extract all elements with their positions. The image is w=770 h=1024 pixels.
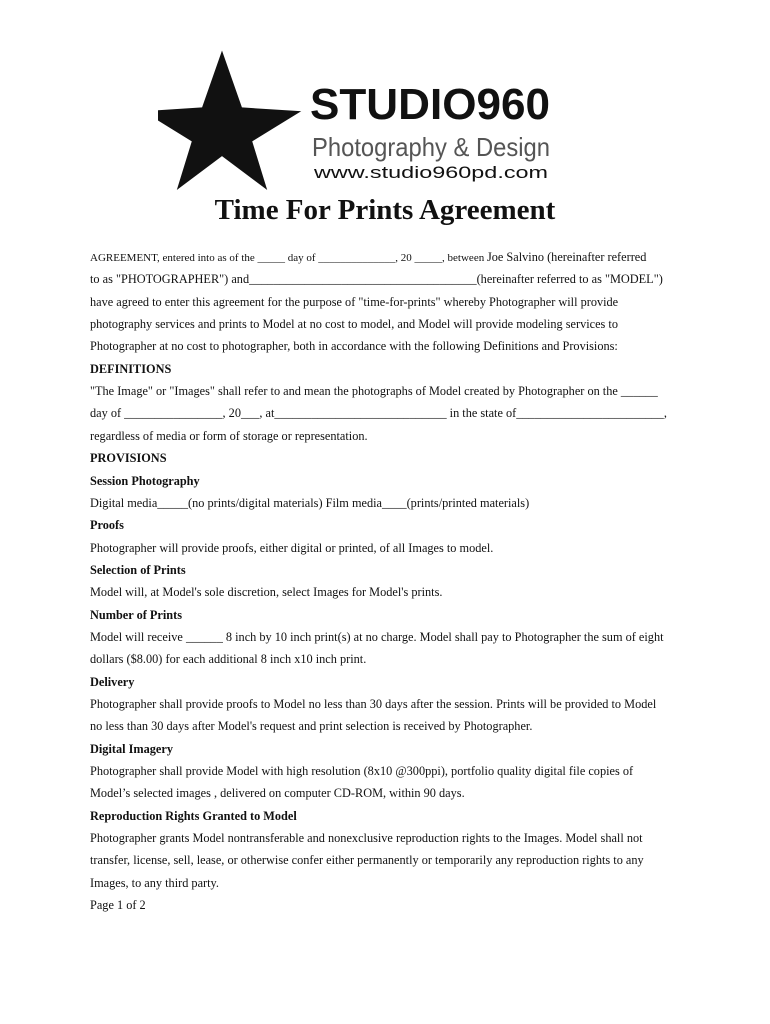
logo-tagline: Photography & Design [312,132,550,162]
section-heading: Delivery [90,674,135,689]
body-line: Page 1 of 2 [90,898,146,913]
body-line: regardless of media or form of storage or representation. [90,428,368,443]
section-heading: Proofs [90,518,124,533]
logo-url: www.studio960pd.com [312,163,548,182]
text-run: Joe Salvino [486,250,544,264]
body-line [90,249,690,266]
body-line: Model will receive ______ 8 inch by 10 inch print(s) at no charge. Model shall pay to Photographer the sum of eight [90,629,664,644]
body-line: no less than 30 days after Model's request and print selection is received by Photographer. [90,719,533,734]
body-line: Photographer grants Model nontransferable and nonexclusive reproduction rights to the Images. Model shall not [90,831,643,846]
section-heading: Selection of Prints [90,562,186,577]
section-heading: PROVISIONS [90,451,167,466]
studio960-logo [158,44,558,194]
section-heading: Reproduction Rights Granted to Model [90,808,297,823]
text-run: ") and_____________________________________(hereinafter referred to as " [219,272,610,287]
text-run: ") [653,272,663,287]
body-line: Model will, at Model's sole discretion, select Images for Model's prints. [90,585,443,600]
section-heading: Number of Prints [90,607,182,622]
section-heading: Digital Imagery [90,741,173,756]
body-line: transfer, license, sell, lease, or otherwise confer either permanently or temporarily any reproduction rights to any [90,853,644,868]
body-line: Images, to any third party. [90,875,219,890]
body-line: Photographer will provide proofs, either digital or printed, of all Images to model. [90,540,494,555]
star-icon [158,46,306,194]
body-line: day of ________________, 20___, at____________________________ in the state of________________________, [90,406,667,421]
bold-term: MODEL [609,272,654,287]
text-run: (hereinafter referred [544,250,647,264]
body-line: Model’s selected images , delivered on computer CD-ROM, within 90 days. [90,786,465,801]
text-run: AGREEMENT, entered into as of the _____ day of ______________, 20 _____, between [90,252,487,264]
body-line: have agreed to enter this agreement for the purpose of "time-for-prints" whereby Photographer will provide [90,294,619,309]
bold-term: PHOTOGRAPHER [120,272,220,287]
text-run: to as " [90,272,121,287]
body-line: Photographer at no cost to photographer, both in accordance with the following Definitions and Provisions: [90,339,618,354]
body-line: Photographer shall provide proofs to Model no less than 30 days after the session. Prints will be provided to Model [90,697,657,711]
section-heading: Session Photography [90,473,200,488]
section-heading: DEFINITIONS [90,361,172,376]
logo-brand: STUDIO960 [310,80,550,129]
document-title: Time For Prints Agreement [214,194,556,226]
body-line: "The Image" or "Images" shall refer to and mean the photographs of Model created by Photographer on the ______ [90,384,658,399]
body-line: dollars ($8.00) for each additional 8 inch x10 inch print. [90,652,367,667]
body-line: Digital media_____(no prints/digital materials) Film media____(prints/printed materials) [90,495,530,510]
body-line [90,271,690,287]
body-line: photography services and prints to Model at no cost to model, and Model will provide modeling services to [90,317,618,332]
body-line: Photographer shall provide Model with high resolution (8x10 @300ppi), portfolio quality digital file copies of [90,764,634,779]
